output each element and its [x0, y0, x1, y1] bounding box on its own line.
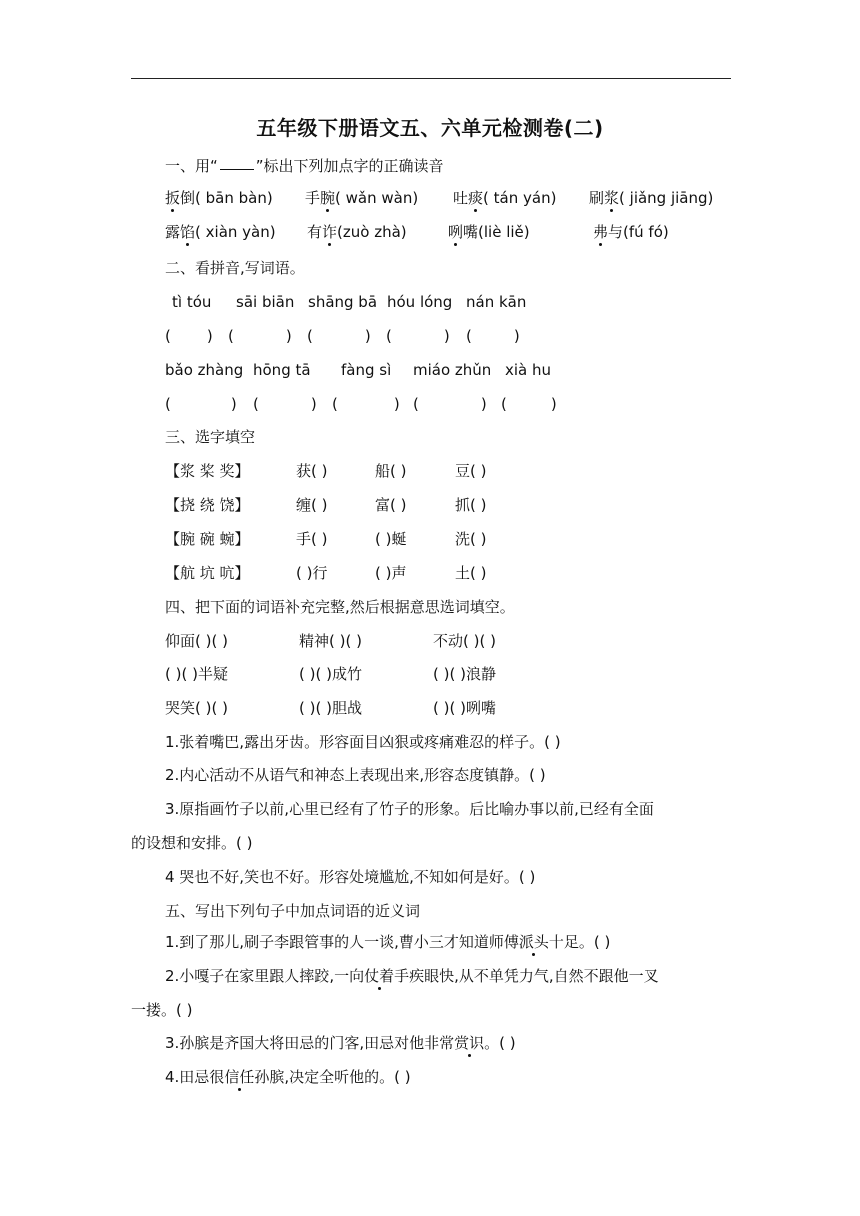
idiom-blank[interactable]: 不动( )( ): [433, 632, 496, 650]
idiom-blank[interactable]: ( )( )半疑: [165, 665, 228, 683]
idiom-blank[interactable]: 精神( )( ): [299, 632, 362, 650]
dotted-char: 腕: [320, 189, 336, 207]
fill-item[interactable]: 手( ): [296, 530, 328, 548]
char-group: 【腕 碗 蜿】: [165, 530, 250, 548]
question-text: 1.到了那儿,刷子李跟管事的人一谈,曹小三才知道师傅派头十足。( ): [165, 933, 611, 951]
pinyin-word: fàng sì: [341, 361, 392, 379]
dotted-word: 信任: [224, 1068, 255, 1086]
fill-item[interactable]: 洗( ): [455, 530, 487, 548]
question-text: 2.小嘎子在家里跟人摔跤,一向仗着手疾眼快,从不单凭力气,自然不跟他一叉: [165, 967, 659, 985]
page-title: 五年级下册语文五、六单元检测卷(二): [256, 116, 604, 140]
pinyin-item: 咧嘴(liè liě): [448, 223, 530, 241]
answer-box[interactable]: ( ): [253, 395, 317, 413]
pinyin-word: miáo zhǔn: [413, 361, 492, 379]
dotted-word: 仗着: [364, 967, 395, 985]
question-text: 3.孙膑是齐国大将田忌的门客,田忌对他非常赏识。( ): [165, 1034, 516, 1052]
question-text: 4 哭也不好,笑也不好。形容处境尴尬,不知如何是好。( ): [165, 868, 536, 886]
pinyin-word: bǎo zhàng: [165, 361, 244, 379]
section-1-heading-b: ”标出下列加点字的正确读音: [255, 157, 444, 175]
answer-box[interactable]: ( ): [307, 327, 371, 345]
char-group: 【浆 桨 奖】: [165, 462, 250, 480]
pinyin-item: 刷浆( jiǎng jiāng): [589, 189, 714, 207]
pinyin-item: 吐痰( tán yán): [453, 189, 557, 207]
pinyin-item: 弗与(fú fó): [593, 223, 669, 241]
section-4-heading: 四、把下面的词语补充完整,然后根据意思选词填空。: [165, 598, 515, 616]
fill-item[interactable]: 富( ): [375, 496, 407, 514]
pinyin-item: 手腕( wǎn wàn): [305, 189, 419, 207]
dotted-char: 诈: [322, 223, 338, 241]
pinyin-item: 扳倒( bān bàn): [165, 189, 273, 207]
question-text: 一搂。( ): [131, 1001, 193, 1019]
underline-mark: [220, 157, 254, 170]
fill-item[interactable]: ( )行: [296, 564, 328, 582]
fill-item[interactable]: 豆( ): [455, 462, 487, 480]
question-text: 4.田忌很信任孙膑,决定全听他的。( ): [165, 1068, 411, 1086]
section-5-heading: 五、写出下列句子中加点词语的近义词: [165, 902, 421, 920]
dotted-word: 赏识: [454, 1034, 485, 1052]
char-group: 【航 坑 吭】: [165, 564, 250, 582]
section-3-heading: 三、选字填空: [165, 428, 256, 446]
pinyin-item: 有诈(zuò zhà): [307, 223, 407, 241]
idiom-blank[interactable]: ( )( )浪静: [433, 665, 496, 683]
answer-box[interactable]: ( ): [413, 395, 487, 413]
pinyin-word: hōng tā: [253, 361, 311, 379]
question-text: 3.原指画竹子以前,心里已经有了竹子的形象。后比喻办事以前,已经有全面: [165, 800, 654, 818]
fill-item[interactable]: 土( ): [455, 564, 487, 582]
pinyin-word: sāi biān: [236, 293, 295, 311]
dotted-char: 扳: [165, 189, 181, 207]
idiom-blank[interactable]: ( )( )咧嘴: [433, 699, 496, 717]
dotted-char: 咧: [448, 223, 464, 241]
char-group: 【挠 绕 饶】: [165, 496, 250, 514]
idiom-blank[interactable]: ( )( )成竹: [299, 665, 362, 683]
dotted-char: 痰: [468, 189, 484, 207]
pinyin-word: tì tóu: [172, 293, 212, 311]
question-text: 2.内心活动不从语气和神态上表现出来,形容态度镇静。( ): [165, 766, 546, 784]
header-rule: [131, 78, 731, 79]
fill-item[interactable]: 获( ): [296, 462, 328, 480]
pinyin-word: shāng bā: [308, 293, 378, 311]
section-1-heading: [165, 156, 444, 176]
fill-item[interactable]: 缠( ): [296, 496, 328, 514]
pinyin-word: nán kān: [466, 293, 527, 311]
dotted-char: 浆: [604, 189, 620, 207]
answer-box[interactable]: ( ): [466, 327, 520, 345]
question-text: 1.张着嘴巴,露出牙齿。形容面目凶狠或疼痛难忍的样子。( ): [165, 733, 561, 751]
dotted-char: 馅: [180, 223, 196, 241]
pinyin-word: xià hu: [505, 361, 552, 379]
answer-box[interactable]: ( ): [228, 327, 292, 345]
answer-box[interactable]: ( ): [386, 327, 450, 345]
idiom-blank[interactable]: 仰面( )( ): [165, 632, 228, 650]
pinyin-item: 露馅( xiàn yàn): [165, 223, 276, 241]
answer-box[interactable]: ( ): [165, 327, 213, 345]
answer-box[interactable]: ( ): [332, 395, 400, 413]
fill-item[interactable]: ( )声: [375, 564, 407, 582]
dotted-char: 弗: [593, 223, 609, 241]
answer-box[interactable]: ( ): [501, 395, 557, 413]
answer-box[interactable]: ( ): [165, 395, 237, 413]
fill-item[interactable]: 船( ): [375, 462, 407, 480]
dotted-word: 派头: [518, 933, 549, 951]
section-1-heading-a: 一、用“: [165, 157, 218, 175]
idiom-blank[interactable]: ( )( )胆战: [299, 699, 362, 717]
fill-item[interactable]: ( )蜒: [375, 530, 407, 548]
section-2-heading: 二、看拼音,写词语。: [165, 259, 305, 277]
question-text: 的设想和安排。( ): [131, 834, 253, 852]
pinyin-word: hóu lóng: [387, 293, 453, 311]
idiom-blank[interactable]: 哭笑( )( ): [165, 699, 228, 717]
fill-item[interactable]: 抓( ): [455, 496, 487, 514]
